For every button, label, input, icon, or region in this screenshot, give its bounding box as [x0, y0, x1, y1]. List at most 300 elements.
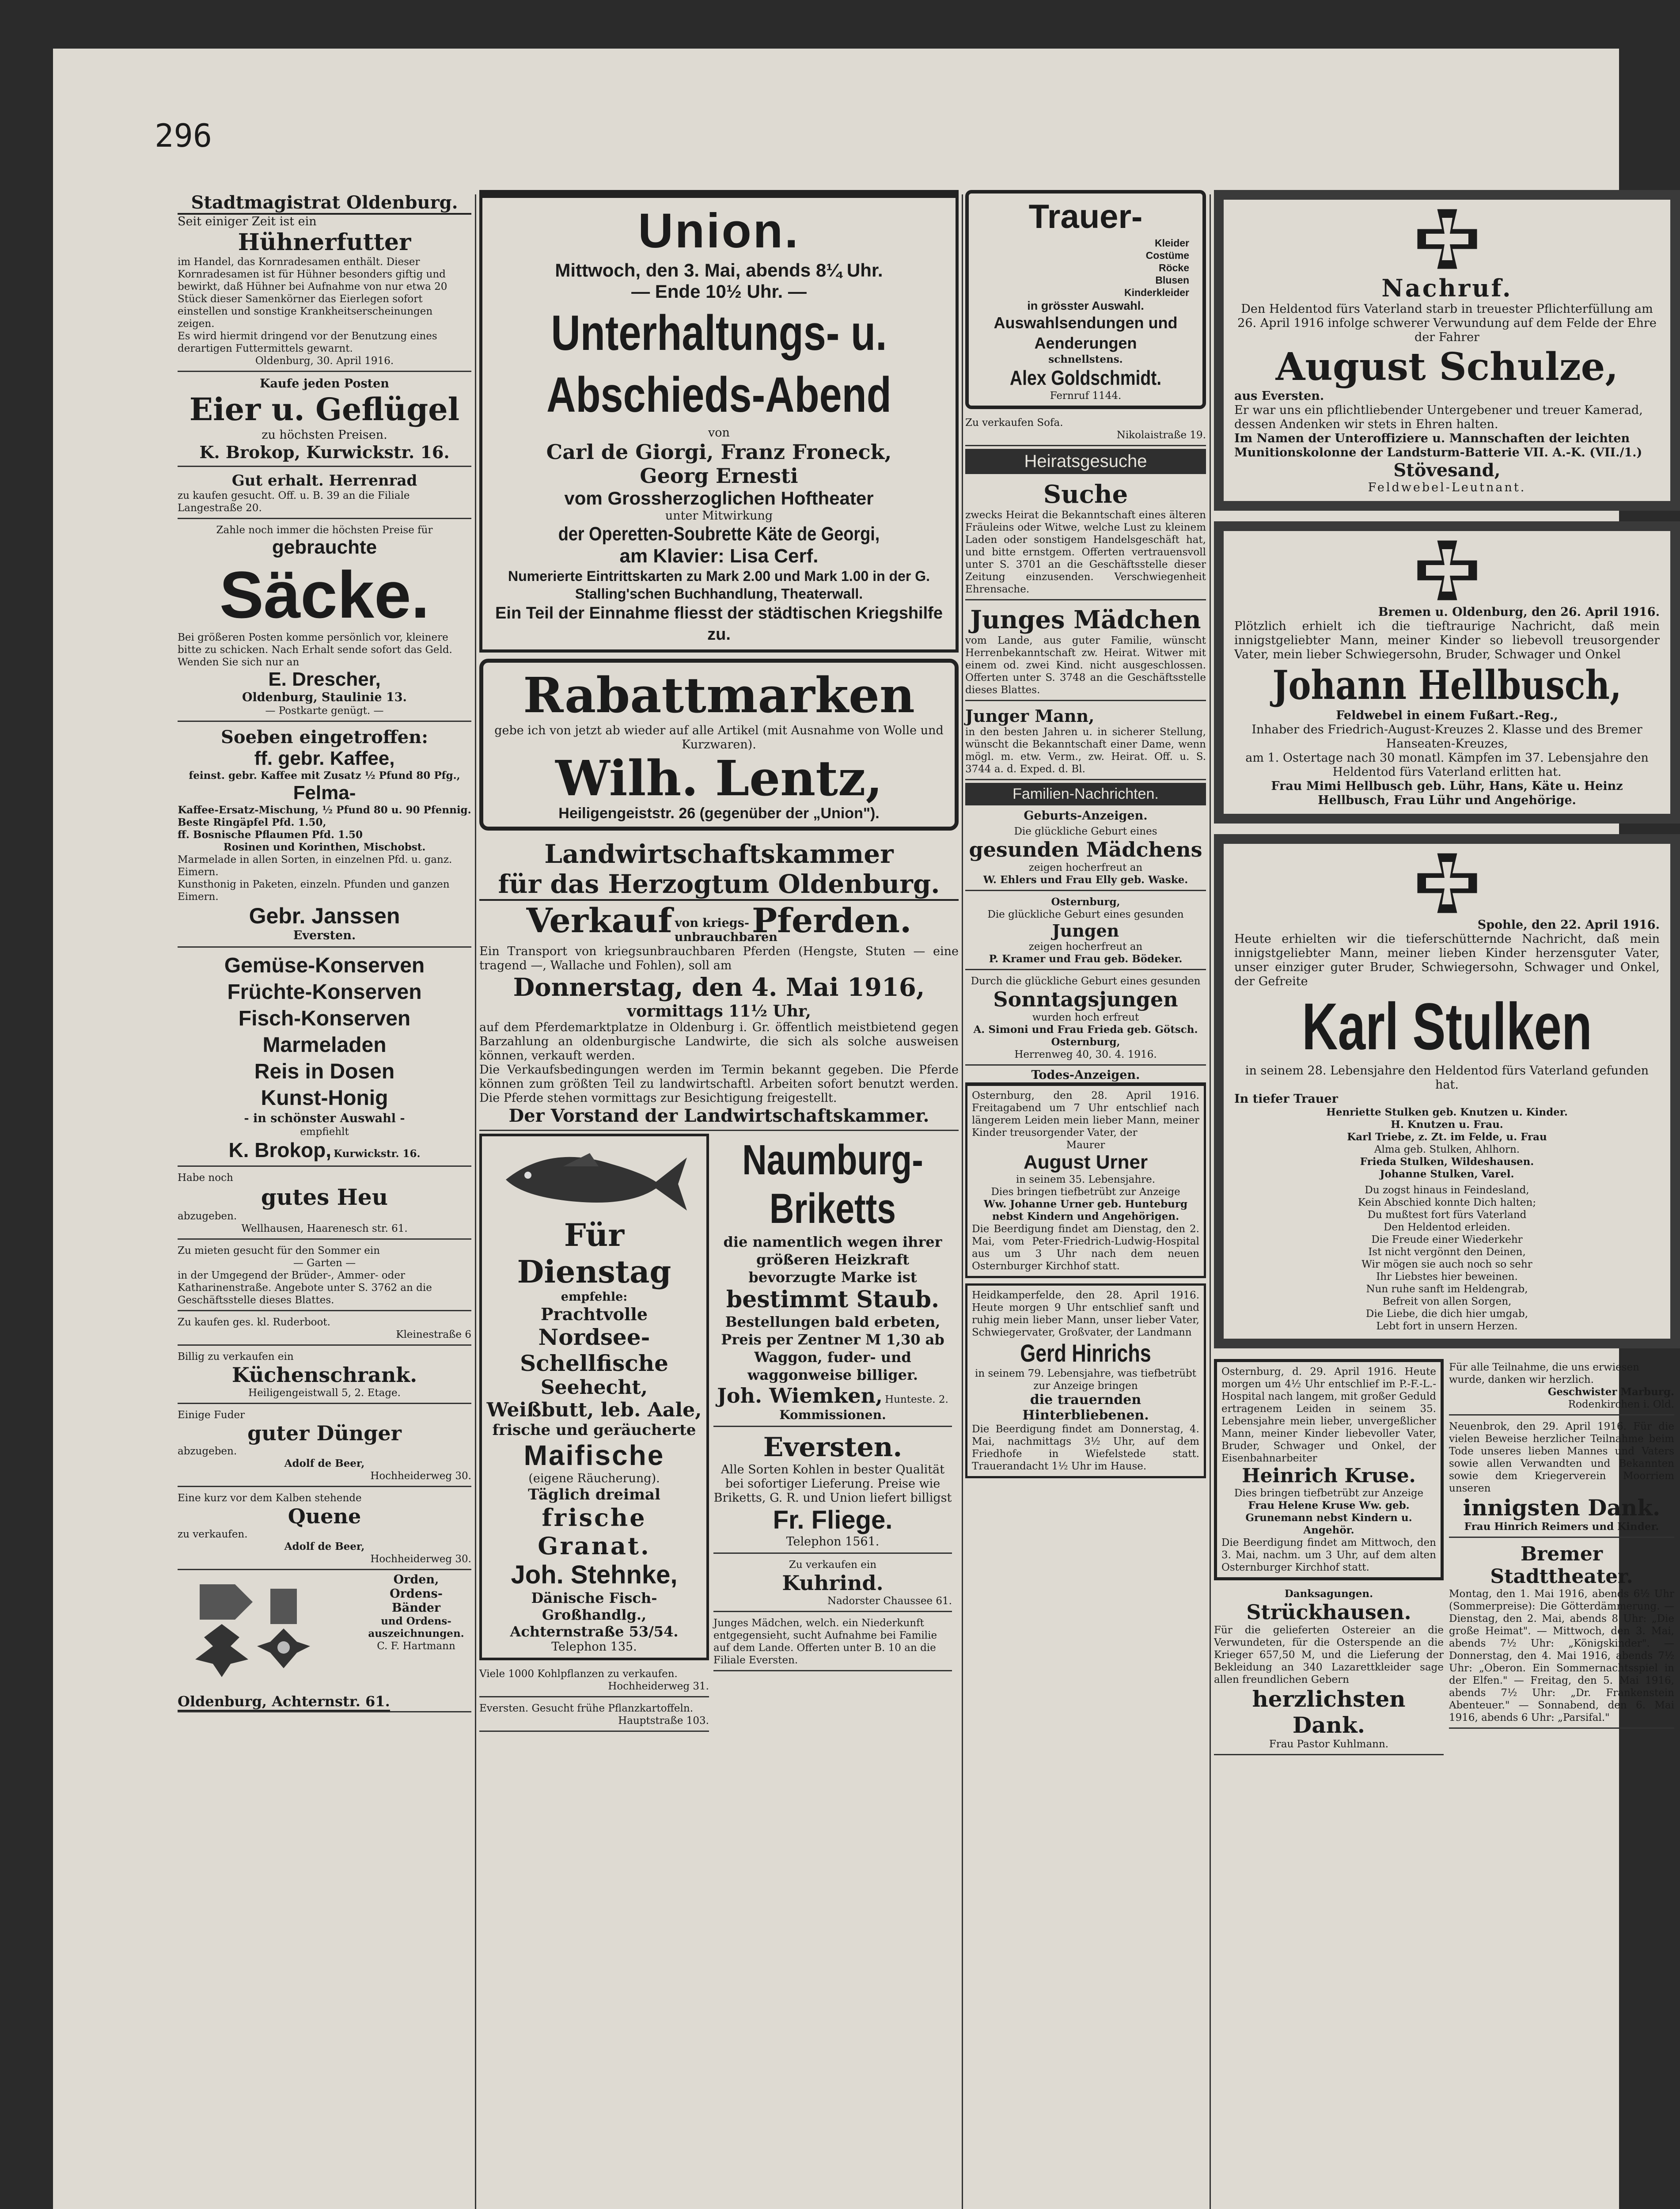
ad-text: Maurer — [1066, 1139, 1105, 1151]
ad-signature: Frau Mimi Hellbusch geb. Lühr, Hans, Käte u. Heinz Hellbusch, Frau Lühr und Angehörige. — [1271, 779, 1623, 807]
ad-date: Oldenburg, 30. April 1916. — [255, 355, 394, 367]
ad-title: Eversten. — [763, 1431, 903, 1463]
ad-subtitle: gebrauchte — [272, 536, 377, 558]
ad-heading: Landwirtschaftskammer — [544, 839, 894, 869]
ad-text: Billig zu verkaufen ein — [178, 1351, 294, 1363]
ad-kaffee — [178, 725, 471, 948]
poem-line: Lebt fort in unsern Herzen. — [1376, 1321, 1518, 1332]
deceased-name: Heinrich Kruse. — [1242, 1465, 1416, 1487]
ad-heu — [178, 1169, 471, 1240]
poem-line: Befreit von allen Sorgen, — [1382, 1296, 1512, 1307]
ad-text: Ein Teil der Einnahme fliesst der städtischen Kriegshilfe zu. — [495, 604, 943, 644]
ad-address: Hunteste. 2. — [885, 1393, 948, 1405]
konserven-item: Marmeladen — [262, 1033, 387, 1057]
ad-text: Ein Transport von kriegsunbrauchbaren Pferden (Hengste, Stuten — eine tragend —, Wallache und Fohlen), soll am — [479, 944, 959, 972]
ad-sofa — [965, 414, 1206, 446]
ad-address: Nadorster Chaussee 61. — [827, 1595, 952, 1607]
ad-duenger — [178, 1407, 471, 1487]
ad-text: empfehle: — [561, 1290, 628, 1304]
ad-address: Achternstraße 53/54. — [510, 1623, 679, 1640]
ad-title: Verkauf — [526, 901, 672, 940]
orden-line: Ordens- — [390, 1587, 443, 1601]
ad-title: Gut erhalt. Herrenrad — [231, 472, 417, 490]
ad-suche — [965, 478, 1206, 600]
ad-text: empfiehlt — [300, 1126, 349, 1138]
ad-title: Bremer Stadttheater. — [1490, 1543, 1633, 1588]
ad-text: Osternburg, d. 29. April 1916. Heute morgen um 4½ Uhr entschlief im P.-F.-L.-Hospital nach langem, mit großer Geduld ertragenem Leiden in seinem 35. Lebensjahre mein lieber, unvergeßlicher Mann, meiner Kinder liebevoller Vater, Bruder, Schwager und Onkel, der Eisenbahnarbeiter — [1221, 1366, 1436, 1464]
orden-line: Orden, — [393, 1573, 439, 1587]
ad-title: Für Dienstag — [517, 1216, 671, 1290]
ad-text: wurden hoch erfreut — [1032, 1012, 1139, 1023]
ad-name: Fr. Fliege. — [773, 1505, 893, 1534]
ad-title: gutes Heu — [261, 1184, 388, 1210]
ad-signature: Stövesand, — [1393, 460, 1501, 481]
ad-text: Habe noch — [178, 1172, 233, 1184]
ad-title: Soeben eingetroffen: — [221, 727, 428, 748]
ad-text: abzugeben. — [178, 1211, 237, 1222]
ad-junges-maedchen — [965, 603, 1206, 701]
ad-address: Wellhausen, Haarenesch str. 61. — [241, 1223, 408, 1234]
ad-names: A. Simoni und Frau Frieda geb. Götsch. — [973, 1024, 1198, 1036]
ad-text: Inhaber des Friedrich-August-Kreuzes 2. Klasse und des Bremer Hanseaten-Kreuzes, — [1251, 723, 1642, 751]
ad-date: Herrenweg 40, 30. 4. 1916. — [1014, 1049, 1157, 1060]
trauer-item: Kinderkleider — [1124, 287, 1189, 298]
ad-text: Die glückliche Geburt eines — [1014, 826, 1157, 837]
mourner: Alma geb. Stulken, Ahlhorn. — [1374, 1144, 1520, 1155]
ad-title: Sonntagsjungen — [993, 987, 1178, 1011]
ad-text: in seinem 35. Lebensjahre. — [1016, 1174, 1156, 1185]
ad-text: Plötzlich erhielt ich die tieftraurige Nachricht, daß mein innigstgeliebter Mann, meiner Kinder so liebevoll treusorgender Vater, mein lieber Schwiegersohn, Bruder, Schwager und Onkel — [1234, 619, 1660, 661]
ad-title: Junges Mädchen — [970, 605, 1201, 634]
thanks-marburg — [1449, 1359, 1674, 1416]
obituary-schulze — [1214, 190, 1680, 511]
ad-title: Rabattmarken — [523, 667, 915, 724]
ad-title: Union. — [638, 204, 800, 258]
poem-line: Ihr Liebstes hier beweinen. — [1376, 1271, 1518, 1283]
ad-address: Heiligengeistwall 5, 2. Etage. — [248, 1387, 401, 1399]
ad-text: Er war uns ein pflichtliebender Untergebener und treuer Kamerad, dessen Andenken wir stets in Ehren halten. — [1234, 403, 1643, 431]
poem-line: Ist nicht vergönnt den Deinen, — [1368, 1246, 1526, 1258]
ad-title: Strückhausen. — [1246, 1600, 1411, 1624]
ad-rank: Feldwebel-Leutnant. — [1368, 481, 1526, 494]
ad-text: Kunsthonig in Paketen, einzeln. Pfunden und ganzen Eimern. — [178, 879, 450, 903]
ad-text: schnellstens. — [1048, 353, 1123, 365]
ad-performers: der Operetten-Soubrette Käte de Georgi, — [558, 523, 880, 545]
ad-text: (eigene Räucherung). — [528, 1471, 660, 1485]
orden-line: und Ordens- — [381, 1615, 451, 1627]
deceased-name: Gerd Hinrichs — [1020, 1339, 1151, 1367]
iron-cross-icon — [1414, 850, 1480, 916]
ad-address: Hauptstraße 103. — [618, 1715, 709, 1727]
ad-text: zu verkaufen. — [178, 1529, 248, 1540]
ad-place: Osternburg, — [1051, 1036, 1120, 1048]
konserven-item: Kunst-Honig — [261, 1086, 388, 1110]
ad-signature: Frau Hinrich Reimers und Kinder. — [1464, 1521, 1659, 1533]
ad-date: Mittwoch, den 3. Mai, abends 8¼ Uhr. — [555, 260, 883, 281]
ad-signature: Frau Helene Kruse Ww. geb. Grunemann nebst Kindern u. Angehör. — [1245, 1499, 1412, 1536]
ad-signature: die trauernden Hinterbliebenen. — [1022, 1392, 1149, 1423]
ad-title: Pferden. — [751, 901, 912, 940]
trauer-item: Röcke — [1158, 262, 1189, 273]
ad-highlight: innigsten Dank. — [1463, 1495, 1661, 1521]
ad-firm: Dänische Fisch-Großhandlg., — [531, 1589, 657, 1623]
ad-place: Spohle, den 22. April 1916. — [1477, 918, 1660, 932]
ad-text: in seinem 28. Lebensjahre den Heldentod fürs Vaterland gefunden hat. — [1245, 1064, 1649, 1092]
ad-ruderboot — [178, 1314, 471, 1346]
ad-title: Maifische — [523, 1439, 665, 1471]
ad-highlight: herzlichsten Dank. — [1252, 1686, 1406, 1738]
ad-signature: Frau Pastor Kuhlmann. — [1269, 1738, 1389, 1750]
ad-text: gebe ich von jetzt ab wieder auf alle Artikel (mit Ausnahme von Wolle und Kurzwaren). — [494, 724, 944, 752]
ad-headline: Unterhaltungs- u. — [551, 305, 887, 361]
poem-line: Du zogst hinaus in Feindesland, — [1365, 1184, 1529, 1196]
ad-text: am 1. Ostertage nach 30 monatl. Kämpfen im 37. Lebensjahre den Heldentod fürs Vaterland erlitten hat. — [1245, 751, 1649, 779]
ad-text: in seinem 79. Lebensjahre, was tiefbetrübt zur Anzeige bringen — [975, 1368, 1196, 1392]
ad-text: Dies bringen tiefbetrübt zur Anzeige — [1234, 1488, 1424, 1499]
medals-illustration — [182, 1575, 359, 1677]
ad-text: vom Lande, aus guter Familie, wünscht Herrenbekanntschaft zw. Heirat. Witwer mit einem od. zwei Kind. nicht ausgeschlossen. Offerten unter S. 3748 an die Geschäftsstelle dieses Blattes. — [965, 635, 1206, 696]
ad-text: Zu mieten gesucht für den Sommer ein — [178, 1245, 380, 1256]
ad-title: Küchenschrank. — [231, 1363, 417, 1387]
ad-phone: Telephon 1561. — [786, 1534, 880, 1549]
birth-notice — [965, 823, 1206, 891]
ad-text: ff. Bosnische Pflaumen Pfd. 1.50 — [178, 829, 363, 841]
ad-title: Jungen — [1052, 921, 1119, 941]
ad-garten — [178, 1242, 471, 1311]
birth-notice — [965, 894, 1206, 970]
ad-title: Junger Mann, — [965, 706, 1095, 726]
death-notice-hinrichs — [965, 1283, 1206, 1478]
ad-herrenrad — [178, 470, 471, 519]
poem-line: Die Freude einer Wiederkehr — [1371, 1234, 1523, 1245]
ad-title: Naumburg- — [742, 1136, 923, 1184]
column-4 — [1214, 190, 1680, 2209]
ad-title: gesunden Mädchens — [969, 838, 1202, 862]
ad-signature: Geschwister Marburg. — [1547, 1386, 1674, 1398]
ad-text: Marmelade in allen Sorten, in einzelnen Pfd. u. ganz. Eimern. — [178, 854, 452, 878]
deceased-name: Karl Stulken — [1302, 989, 1592, 1063]
poem-line: Die Liebe, die dich hier umgab, — [1365, 1308, 1528, 1320]
ad-name: Joh. Wiemken, — [717, 1383, 883, 1408]
mourner: Johanne Stulken, Varel. — [1380, 1168, 1514, 1180]
ad-eier — [178, 375, 471, 467]
ad-text: Den Heldentod fürs Vaterland starb in treuester Pflichterfüllung am 26. April 1916 infolge schwerer Verwundung auf dem Felde der Ehre der Fahrer — [1237, 302, 1657, 344]
ad-note: — Postkarte genügt. — — [265, 705, 384, 717]
ad-title: Felma- — [293, 782, 356, 804]
ad-text: Montag, den 1. Mai 1916, abends 6½ Uhr (Sommerpreise): Die Götterdämmerung. — Dienstag, den 2. Mai, abends 8 Uhr: „Die große Heimat". — Mittwoch, den 3. Mai, abends 7½ Uhr: „Königskinder". — Donnerstag, den 4. Mai 1916, abends 7½ Uhr: „Oberon. Ein Sommernachtsspiel in der Elfen." — Freitag, den 5. Mai 1916, abends 7½ Uhr: „Dr. Frankenstein Abenteuer." — Sonnabend, den 6. Mai 1916, abends 6 Uhr: „Parsifal." — [1449, 1588, 1674, 1723]
bottom-right — [1449, 1359, 1674, 1758]
ad-huehnerfutter — [178, 190, 471, 372]
ad-names: W. Ehlers und Frau Elly geb. Waske. — [983, 874, 1188, 886]
ad-name: Gebr. Janssen — [249, 903, 400, 928]
ad-place: Osternburg, — [1051, 896, 1120, 908]
ad-text: feinst. gebr. Kaffee mit Zusatz ½ Pfund 80 Pfg., — [189, 770, 460, 782]
column-2 — [479, 190, 959, 2209]
ad-kohlpflanzen — [479, 1666, 709, 1697]
ad-date: Donnerstag, den 4. Mai 1916, — [513, 972, 925, 1002]
death-notice-kruse — [1214, 1359, 1444, 1580]
column-rule — [475, 194, 476, 2209]
ad-text: Einige Fuder — [178, 1409, 245, 1421]
ad-title: guter Dünger — [247, 1421, 402, 1445]
ad-text: frische und geräucherte — [492, 1421, 696, 1439]
ad-address: Oldenburg, Achternstr. 61. — [178, 1693, 390, 1711]
ad-name: K. Brokop, — [228, 1139, 332, 1161]
ad-title: Briketts — [770, 1184, 896, 1232]
ad-kuhrind — [713, 1556, 952, 1612]
ad-address: Nikolaistraße 19. — [1116, 429, 1206, 441]
ad-text: vom Grossherzoglichen Hoftheater — [564, 488, 874, 509]
ad-note: - in schönster Auswahl - — [244, 1112, 405, 1125]
orden-line: Bänder — [391, 1601, 441, 1615]
ad-time: — Ende 10½ Uhr. — — [631, 281, 807, 302]
ad-title: Quene — [288, 1504, 361, 1528]
konserven-item: Reis in Dosen — [254, 1060, 395, 1083]
ad-address: Kurwickstr. 16. — [334, 1148, 421, 1160]
ad-text: in grösster Auswahl. — [1027, 299, 1144, 312]
ad-name: Joh. Stehnke, — [511, 1560, 678, 1589]
ad-title: Suche — [1043, 480, 1128, 509]
ad-fisch — [479, 1134, 709, 1735]
ad-title-small: von kriegs- unbrauchbaren — [674, 916, 777, 944]
ad-union — [479, 190, 959, 653]
ad-text: von — [708, 426, 730, 440]
ad-text: Zu verkaufen ein — [789, 1559, 877, 1571]
ad-konserven — [178, 950, 471, 1167]
ad-address: Hochheiderweg 31. — [608, 1680, 709, 1692]
ad-text: Dies bringen tiefbetrübt zur Anzeige — [991, 1186, 1180, 1198]
ad-eversten — [713, 1430, 952, 1554]
ad-place: Bremen u. Oldenburg, den 26. April 1916. — [1378, 605, 1660, 619]
ad-kartoffeln — [479, 1700, 709, 1732]
ad-text: Täglich dreimal — [528, 1485, 660, 1503]
fish-item: Nordsee-Schellfische — [520, 1324, 668, 1376]
ad-text: zeigen hocherfreut an — [1028, 941, 1143, 953]
ad-heading: für das Herzogtum Oldenburg. — [479, 869, 959, 901]
ad-phone: Telephon 135. — [551, 1640, 637, 1654]
ad-rank: Feldwebel in einem Fußart.-Reg., — [1336, 709, 1558, 722]
section-heading: Todes-Anzeigen. — [965, 1068, 1206, 1084]
ad-name: Adolf de Beer, — [284, 1457, 365, 1469]
ad-text: Zu verkaufen Sofa. — [965, 417, 1063, 429]
orden-line: auszeichnungen. — [368, 1628, 464, 1640]
konserven-item: Fisch-Konserven — [238, 1007, 411, 1030]
ad-title: Eier u. Geflügel — [189, 391, 460, 428]
ad-signature: Der Vorstand der Landwirtschaftskammer. — [508, 1105, 929, 1126]
column-3 — [965, 190, 1206, 2209]
page-number: 296 — [155, 117, 212, 154]
ad-names: P. Kramer und Frau geb. Bödeker. — [989, 953, 1183, 965]
konserven-item: Früchte-Konserven — [227, 980, 422, 1004]
ad-text: Die Verkaufsbedingungen werden im Termin bekannt gegeben. Die Pferde können zum größten Teil zu landwirtschaftl. Arbeiten sofort benutzt werden. Die Pferde stehen vormittags zur Besichtigung freigestellt. — [479, 1063, 959, 1105]
ad-text: Für alle Teilnahme, die uns erwiesen wurde, danken wir herzlich. — [1449, 1362, 1639, 1385]
section-band-familien: Familien-Nachrichten. — [965, 783, 1206, 805]
ad-kuechenschrank — [178, 1348, 471, 1404]
ad-text: Heidkamperfelde, den 28. April 1916. Heute morgen 9 Uhr entschlief sanft und ruhig mein lieber Mann, unser lieber Vater, Schwiegervater, Großvater, der Landmann — [972, 1290, 1199, 1338]
ad-text: in der Umgegend der Brüder-, Ammer- oder Katharinenstraße. Angebote unter S. 3762 an die Geschäftsstelle dieses Blattes. — [178, 1270, 432, 1306]
ad-rabattmarken — [479, 659, 959, 831]
ad-address: Hochheiderweg 30. — [370, 1470, 471, 1482]
ad-title: Trauer- — [1028, 198, 1143, 235]
column-1 — [178, 190, 471, 2209]
section-heading: Danksagungen. — [1284, 1588, 1373, 1600]
konserven-item: Gemüse-Konserven — [224, 954, 425, 977]
ad-text: die namentlich wegen ihrer größeren Heizkraft bevorzugte Marke ist — [723, 1233, 942, 1286]
mourner: Frieda Stulken, Wildeshausen. — [1360, 1156, 1534, 1168]
ad-text: Kaffee-Ersatz-Mischung, ½ Pfund 80 u. 90 Pfennig. — [178, 804, 471, 816]
ad-saecke — [178, 522, 471, 722]
trauer-item: Kleider — [1155, 237, 1189, 249]
ad-title: — Garten — — [293, 1257, 356, 1269]
ad-fisch-box — [479, 1134, 709, 1660]
ad-title: ff. gebr. Kaffee, — [254, 748, 395, 769]
ad-text: Junges Mädchen, welch. ein Niederkunft entgegensieht, sucht Aufnahme bei Familie auf dem Lande. Offerten unter B. 10 an die Filiale Eversten. — [713, 1617, 937, 1666]
ad-text: Alle Sorten Kohlen in bester Qualität bei sofortiger Lieferung. Preise wie Briketts, G. R. und Union liefert billigst — [713, 1462, 952, 1505]
ad-headline: Abschieds-Abend — [546, 367, 891, 422]
ad-text: Viele 1000 Kohlpflanzen zu verkaufen. — [479, 1668, 678, 1680]
ad-text: in den besten Jahren u. in sicherer Stellung, wünscht die Bekanntschaft einer Dame, wenn mögl. m. etw. Verm., zw. Heirat. Off. u. S. 3744 a. d. Exped. d. Bl. — [965, 726, 1206, 775]
ad-text: Eversten. Gesucht frühe Pflanzkartoffeln. — [479, 1702, 694, 1714]
ad-text: Beste Ringäpfel Pfd. 1.50, — [178, 816, 326, 828]
ad-performers: Georg Ernesti — [640, 464, 798, 488]
ad-text: Für die gelieferten Ostereier an die Verwundeten, für die Osterspende an die Krieger 657,50 M, und die Lieferung der Bekleidung an 340 Lazarettkleider sage allen freundlichen Gebern — [1214, 1624, 1444, 1685]
ad-text: Die Beerdigung findet am Mittwoch, den 3. Mai, nachm. um 3 Uhr, auf dem alten Osternburger Kirchhof statt. — [1221, 1537, 1436, 1573]
ad-junger-mann — [965, 704, 1206, 780]
ad-pferde — [479, 837, 959, 1131]
poem-line: Den Heldentod erleiden. — [1384, 1222, 1510, 1233]
ad-address: Hochheiderweg 30. — [370, 1553, 471, 1565]
ad-quene — [178, 1490, 471, 1570]
ad-heading: Stadtmagistrat Oldenburg. — [178, 192, 471, 215]
column-rule — [962, 194, 963, 2209]
ad-note: Kommissionen. — [779, 1407, 886, 1422]
ad-text: Heute erhielten wir die tieferschütternde Nachricht, daß mein innigstgeliebter Mann, meiner lieben Kinder herzensguter Vater, unser einziger guter Bruder, Schwiegersohn, Schwager und Onkel, der Gefreite — [1234, 932, 1660, 988]
ad-text: Die Beerdigung findet am Dienstag, den 2. Mai, vom Peter-Friedrich-Ludwig-Hospital aus um 3 Uhr nach dem neuen Osternburger Kirchhof statt. — [972, 1223, 1199, 1272]
ad-text: zeigen hocherfreut an — [1028, 862, 1143, 873]
deceased-name: August Urner — [1023, 1151, 1148, 1173]
ad-address: Heiligengeiststr. 26 (gegenüber der „Union"). — [558, 805, 880, 822]
ad-text: Es wird hiermit dringend vor der Benutzung eines derartigen Futtermittels gewarnt. — [178, 330, 437, 354]
ad-text: Bestellungen bald erbeten, Preis per Zentner M 1,30 ab Waggon, fuder- und waggonweise billiger. — [721, 1313, 944, 1383]
ad-row — [479, 1134, 959, 1735]
section-band-heirat: Heiratsgesuche — [965, 449, 1206, 474]
ad-place: Eversten. — [293, 929, 356, 942]
ad-name: E. Drescher, — [268, 668, 381, 690]
ad-text: Neuenbrok, den 29. April 1916. Für die vielen Beweise herzlicher Teilnahme beim Tode unseres lieben Mannes und Vaters sowie allen Verwandten und Bekannten sowie dem Kriegerverein Moorriem unseren — [1449, 1421, 1674, 1494]
poem-line: Du mußtest fort fürs Vaterland — [1367, 1209, 1527, 1221]
ad-place: Rodenkirchen i. Old. — [1568, 1399, 1674, 1410]
ad-performers: am Klavier: Lisa Cerf. — [619, 545, 819, 567]
obituary-hellbusch — [1214, 521, 1680, 824]
ad-heading: Kaufe jeden Posten — [260, 377, 389, 391]
ad-title: frische Granat. — [538, 1503, 651, 1560]
section-heading: Geburts-Anzeigen. — [1024, 809, 1148, 823]
fish-item: Seehecht, Weißbutt, leb. Aale, — [486, 1376, 702, 1421]
ad-text: Eine kurz vor dem Kalben stehende — [178, 1492, 362, 1504]
ad-unit: Im Namen der Unteroffiziere u. Mannschaften der leichten Munitionskolonne der Landsturm-Batterie VII. A.-K. (VII./1.) — [1234, 432, 1642, 459]
deceased-name: August Schulze, — [1275, 345, 1619, 389]
ad-text: Auswahlsendungen und Aenderungen — [994, 314, 1178, 352]
bottom-row — [1214, 1359, 1680, 1758]
trauer-list — [973, 237, 1198, 299]
ad-text: zu kaufen gesucht. Off. u. B. 39 an die Filiale Langestraße 20. — [178, 490, 410, 514]
ad-text: In tiefer Trauer — [1234, 1092, 1338, 1106]
ad-trauer — [965, 190, 1206, 409]
ad-name: Adolf de Beer, — [284, 1541, 365, 1552]
ad-title: Kuhrind. — [782, 1571, 884, 1595]
ad-phone: Fernruf 1144. — [1050, 390, 1122, 402]
fish-illustration — [497, 1140, 691, 1215]
trauer-item: Blusen — [1155, 274, 1189, 286]
ad-text: Numerierte Eintrittskarten zu Mark 2.00 und Mark 1.00 in der G. Stalling'schen Buchhandlung, Theaterwall. — [508, 568, 930, 602]
mourner: Henriette Stulken geb. Knutzen u. Kinder. — [1326, 1106, 1568, 1118]
iron-cross-icon — [1414, 537, 1480, 603]
ad-naumburg — [713, 1134, 952, 1427]
obituary-title: Nachruf. — [1381, 274, 1513, 302]
ad-text: Durch die glückliche Geburt eines gesunden — [971, 975, 1201, 987]
ad-maedchen — [713, 1615, 952, 1671]
ad-name: Wilh. Lentz, — [555, 750, 883, 807]
thanks-reimers — [1449, 1418, 1674, 1538]
ad-address: Kleinestraße 6 — [396, 1329, 471, 1340]
death-notice-urner — [965, 1084, 1206, 1278]
ad-text: zu höchsten Preisen. — [262, 428, 387, 442]
ad-text: Die glückliche Geburt eines gesunden — [987, 909, 1184, 920]
ad-text: Seit einiger Zeit ist ein — [178, 215, 317, 228]
iron-cross-icon — [1414, 206, 1480, 272]
ad-text: Bei größeren Posten komme persönlich vor, kleinere bitte zu schicken. Nach Erhalt sende sofort das Geld. Wenden Sie sich nur an — [178, 632, 452, 668]
ad-time: vormittags 11½ Uhr, — [627, 1002, 811, 1021]
ad-text: Prachtvolle — [540, 1304, 648, 1324]
ad-highlight: bestimmt Staub. — [726, 1286, 940, 1313]
ad-text: Die Beerdigung findet am Donnerstag, 4. Mai, nachmittags 3½ Uhr, auf dem Friedhofe in Wiefelstede statt. Trauerandacht 1½ Uhr im Hause. — [972, 1423, 1199, 1472]
mourner: H. Knutzen u. Frau. — [1391, 1119, 1503, 1131]
poem-line: Wir mögen sie auch noch so sehr — [1361, 1259, 1532, 1270]
trauer-item: Costüme — [1145, 250, 1189, 261]
ad-text: abzugeben. — [178, 1446, 237, 1457]
ad-text: Zahle noch immer die höchsten Preise für — [216, 524, 433, 536]
ad-name: Alex Goldschmidt. — [1009, 366, 1162, 389]
mourner: Karl Triebe, z. Zt. im Felde, u. Frau — [1347, 1131, 1547, 1143]
bottom-left — [1214, 1359, 1444, 1758]
ad-text: Osternburg, den 28. April 1916. Freitagabend um 7 Uhr entschlief nach längerem Leiden mein lieber Mann, meiner Kinder treusorgender Vater, der — [972, 1090, 1199, 1139]
ad-theater — [1449, 1541, 1674, 1729]
thanks-notice — [1214, 1586, 1444, 1755]
ad-text: auf dem Pferdemarktplatze in Oldenburg i. Gr. öffentlich meistbietend gegen Barzahlung an oldenburgische Landwirte, die sich als solche ausweisen können, verkauft werden. — [479, 1020, 959, 1063]
ad-name: C. F. Hartmann — [377, 1640, 455, 1652]
ad-signature: Ww. Johanne Urner geb. Hunteburg nebst Kindern und Angehörigen. — [983, 1198, 1188, 1222]
ad-address: K. Brokop, Kurwickstr. 16. — [199, 442, 450, 462]
ad-text: Zu kaufen ges. kl. Ruderboot. — [178, 1317, 330, 1328]
ad-orden — [178, 1573, 471, 1712]
ad-title: Säcke. — [219, 558, 430, 632]
column-rule — [1210, 194, 1211, 2209]
poem-line: Nun ruhe sanft im Heldengrab, — [1366, 1283, 1528, 1295]
newspaper-page — [53, 49, 1674, 2209]
poem-line: Kein Abschied konnte Dich halten; — [1358, 1197, 1536, 1208]
obituary-stulken — [1214, 834, 1680, 1348]
ad-address: Oldenburg, Staulinie 13. — [242, 691, 407, 704]
ad-text: unter Mitwirkung — [665, 509, 773, 523]
ad-title: Hühnerfutter — [238, 229, 411, 256]
ad-text: Rosinen und Korinthen, Mischobst. — [223, 841, 426, 853]
ad-performers: Carl de Giorgi, Franz Froneck, — [546, 440, 892, 464]
birth-notice — [965, 973, 1206, 1066]
poem — [1234, 1184, 1660, 1332]
deceased-name: Johann Hellbusch, — [1272, 662, 1622, 709]
ad-text: zwecks Heirat die Bekanntschaft eines älteren Fräuleins oder Witwe, welche Lust zu kleinem Laden oder sonstigem Handelsgeschäft hat, und bitte ernstgem. Offerten vertrauensvoll unter S. 3701 an die Geschäftsstelle dieser Zeitung einzusenden. Verschwiegenheit Ehrensache. — [965, 509, 1206, 595]
ad-place: aus Eversten. — [1234, 389, 1324, 403]
